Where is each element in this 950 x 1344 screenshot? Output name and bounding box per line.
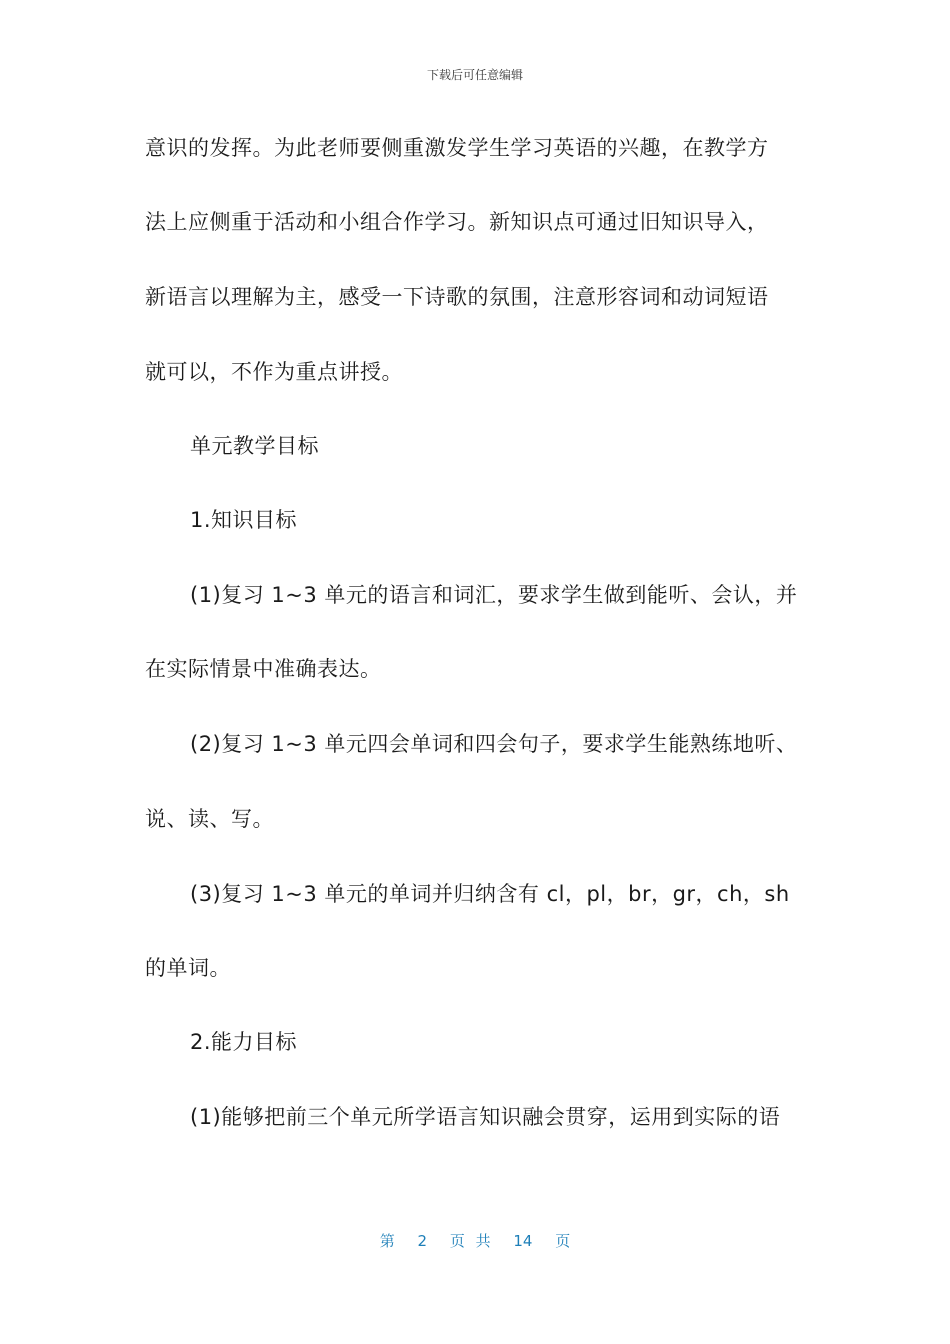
footer-page-number: 2 <box>417 1232 428 1250</box>
section-heading: 单元教学目标 <box>190 434 319 458</box>
page-header: 下载后可任意编辑 <box>426 68 523 82</box>
body-line: (3)复习 1~3 单元的单词并归纳含有 cl，pl，br，gr，ch，sh <box>190 882 790 906</box>
body-line: 在实际情景中准确表达。 <box>145 657 382 681</box>
footer-middle: 页 共 <box>449 1232 491 1250</box>
footer-suffix: 页 <box>555 1232 571 1250</box>
footer-prefix: 第 <box>379 1232 395 1250</box>
body-line: 就可以，不作为重点讲授。 <box>145 360 403 384</box>
body-line: 说、读、写。 <box>145 807 274 831</box>
body-line: 法上应侧重于活动和小组合作学习。新知识点可通过旧知识导入， <box>145 210 769 234</box>
subsection-heading: 1.知识目标 <box>190 508 298 532</box>
body-line: 意识的发挥。为此老师要侧重激发学生学习英语的兴趣，在教学方 <box>145 136 769 160</box>
body-line: 新语言以理解为主，感受一下诗歌的氛围，注意形容词和动词短语 <box>145 285 769 309</box>
body-line: 的单词。 <box>145 956 231 980</box>
footer-total-pages: 14 <box>513 1232 533 1250</box>
body-line: (1)复习 1~3 单元的语言和词汇，要求学生做到能听、会认，并 <box>190 583 798 607</box>
body-line: (1)能够把前三个单元所学语言知识融会贯穿，运用到实际的语 <box>190 1105 781 1129</box>
subsection-heading: 2.能力目标 <box>190 1030 298 1054</box>
page-footer <box>0 1230 950 1251</box>
body-line: (2)复习 1~3 单元四会单词和四会句子，要求学生能熟练地听、 <box>190 732 798 756</box>
